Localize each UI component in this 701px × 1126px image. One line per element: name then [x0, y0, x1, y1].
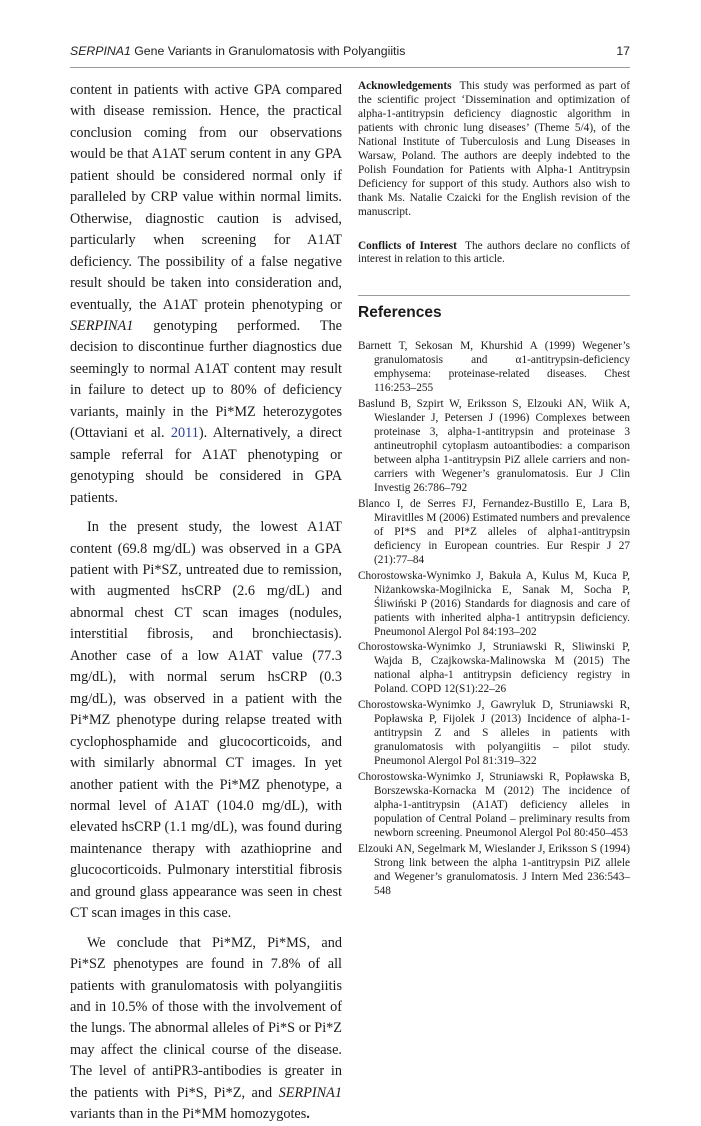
reference-item: Chorostowska-Wynimko J, Struniawski R, Popławska B, Borszewska-Kornacka M (2012) The incidence of alpha-1-antitrypsin (A1AT) deficiency alleles in population of Central Poland – preliminary results from newborn screening. Pneumonol Alergol Pol 80:450–453 [358, 771, 630, 839]
conflicts-of-interest [358, 240, 630, 268]
reference-item: Blanco I, de Serres FJ, Fernandez-Bustillo E, Lara B, Miravitlles M (2006) Estimated numbers and prevalence of PI*S and PI*Z alleles of alpha1-antitrypsin deficiency in European countries. Eur Respir J 27 (21):77–84 [358, 497, 630, 566]
p1-text-b: genotyping performed. The decision to discontinue further diagnostics due seemingly to normal A1AT content may result in failure to detect up to 80% of deficiency variants, mainly in the Pi*MZ heterozygotes (Ottaviani et al. [70, 317, 342, 442]
acknowledgements-heading: Acknowledgements [358, 80, 452, 92]
p3-end: . [306, 1106, 310, 1123]
citation-link[interactable]: 2011 [170, 425, 199, 442]
running-title [70, 39, 405, 63]
p3-text-b: variants than in the Pi*MM homozygotes [70, 1106, 307, 1123]
p1-text-c: ). Alternatively, a direct sample referral for A1AT phenotyping or genotyping should be considered in GPA patients. [70, 425, 342, 506]
running-title-text: Gene Variants in Granulomatosis with Polyangiitis [130, 44, 406, 58]
reference-item: Chorostowska-Wynimko J, Struniawski R, Sliwinski P, Wajda B, Czajkowska-Malinowska M (2015) The national alpha-1 antitrypsin deficiency registry in Poland. COPD 12(S1):22–26 [358, 641, 630, 696]
acknowledgements-text: This study was performed as part of the scientific project ‘Dissemination and optimization of alpha-1-antitrypsin deficiency diagnostic algorithm in patients with chronic lung diseases’ (Theme 5/4), of the National Institute of Tuberculosis and Lung Diseases in Warsaw, Poland. The authors are deeply indebted to the Polish Foundation for Patients with Alpha-1 Antitrypsin Deficiency for support of this study. Authors also wish to thank Ms. Natalie Czaicki for the English revision of the manuscript. [358, 80, 631, 218]
left-column [70, 80, 342, 1126]
p3-gene-italic: SERPINA1 [278, 1084, 342, 1101]
conflicts-heading: Conflicts of Interest [358, 239, 457, 252]
references-heading: References [358, 304, 442, 322]
paragraph-1 [70, 80, 342, 509]
reference-list [358, 340, 630, 898]
paragraph-3 [70, 933, 342, 1126]
p1-gene-italic: SERPINA1 [70, 317, 134, 334]
reference-item: Barnett T, Sekosan M, Khurshid A (1999) Wegener’s granulomatosis and α1-antitrypsin-deficiency emphysema: proteinase-related diseases. Chest 116:253–255 [358, 340, 630, 395]
paragraph-2: In the present study, the lowest A1AT content (69.8 mg/dL) was observed in a GPA patient with Pi*SZ, untreated due to remission, with augmented hsCRP (2.6 mg/dL) and abnormal chest CT scan images (nodules, interstitial fibrosis, and bronchiectasis). Another case of a low A1AT value (77.3 mg/dL), with normal serum hsCRP (0.3 mg/dL), was observed in a patient with the Pi*MZ phenotype during relapse treated with cyclophosphamide and glucocorticoids, and with similarly abnormal CT images. In yet another patient with the Pi*MZ phenotype, a normal level of A1AT (104.0 mg/dL), with elevated hsCRP (1.1 mg/dL), was found during maintenance therapy with azathioprine and glucocorticoids. Pulmonary interstitial fibrosis and ground glass appearance was seen in chest CT scan images in this case. [70, 519, 342, 922]
reference-item: Chorostowska-Wynimko J, Bakuła A, Kulus M, Kuca P, Niżankowska-Mogilnicka E, Sanak M, Socha P, Śliwiński P (2016) Standards for diagnosis and care of patients with inherited alpha-1 antitrypsin deficiency. Pneumonol Alergol Pol 84:193–202 [358, 569, 630, 638]
section-divider [358, 295, 630, 296]
p1-text-a: content in patients with active GPA compared with disease remission. Hence, the practical conclusion coming from our observations would be that A1AT serum content in any GPA patient should be considered normal only if paralleled by CRP value within normal limits. Otherwise, diagnostic caution is advised, particularly when screening for A1AT deficiency. The possibility of a false negative result should be taken into consideration and, eventually, the A1AT protein phenotyping or [70, 82, 342, 313]
running-header [70, 43, 630, 68]
reference-item: Chorostowska-Wynimko J, Gawryluk D, Struniawski R, Popławska P, Fijolek J (2013) Incidence of alpha-1-antitrypsin Z and S alleles in patients with granulomatosis with polyangiitis – pilot study. Pneumonol Alergol Pol 81:319–322 [358, 699, 630, 768]
reference-item: Elzouki AN, Segelmark M, Wieslander J, Eriksson S (1994) Strong link between the alpha 1-antitrypsin PiZ allele and Wegener’s granulomatosis. J Intern Med 236:543–548 [358, 842, 630, 897]
right-column [358, 80, 630, 901]
reference-item: Baslund B, Szpirt W, Eriksson S, Elzouki AN, Wiik A, Wieslander J, Petersen J (1996) Complexes between proteinase 3, alpha-1-antitrypsin and proteinase 3 antineutrophil cytoplasm autoantibodies: a comparison between alpha 1-antitrypsin PiZ allele carriers and non-carriers with Wegener’s granulomatosis. Eur J Clin Investig 26:786–792 [358, 398, 630, 494]
p3-text-a: We conclude that Pi*MZ, Pi*MS, and Pi*SZ phenotypes are found in 7.8% of all patients with granulomatosis with polyangiitis and in 10.5% of those with the involvement of the lungs. The abnormal alleles of Pi*S or Pi*Z may affect the clinical course of the disease. The level of antiPR3-antibodies is greater in the patients with Pi*S, Pi*Z, and [70, 934, 342, 1101]
acknowledgements [358, 80, 630, 220]
conflicts-text: The authors declare no conflicts of interest in relation to this article. [358, 239, 630, 266]
page-number: 17 [616, 44, 630, 58]
running-title-gene: SERPINA1 [70, 44, 131, 58]
